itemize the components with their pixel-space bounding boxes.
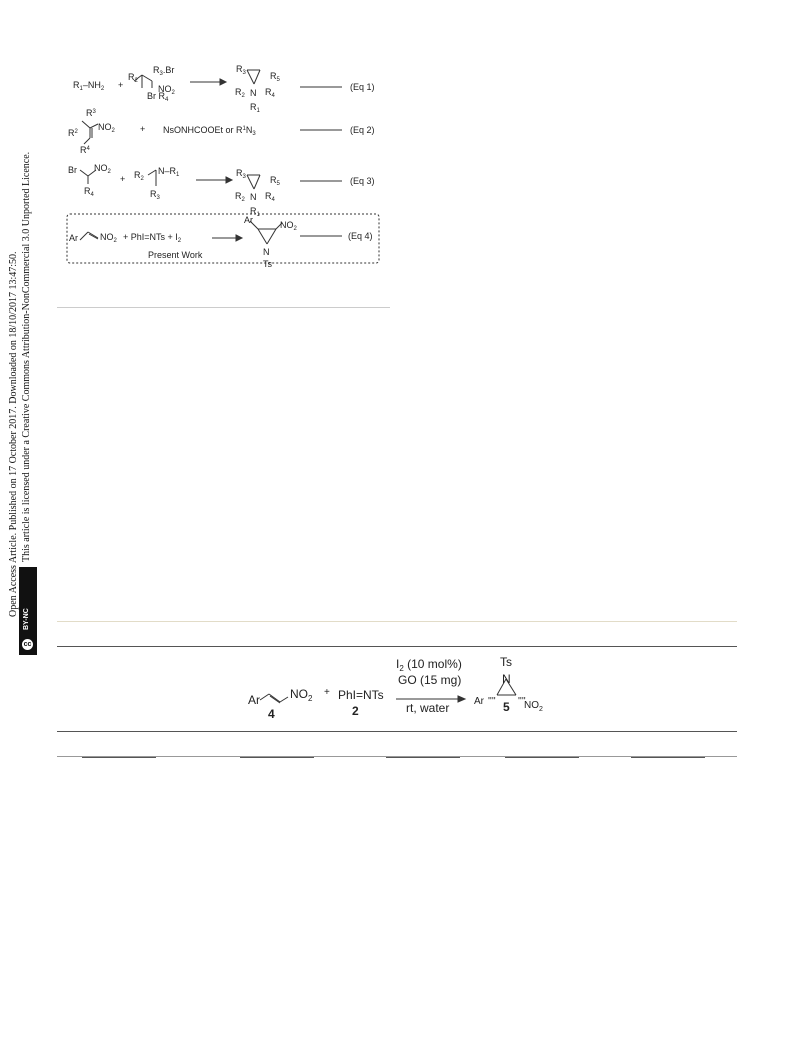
license-sidebar	[0, 0, 40, 1039]
reagent-2-text: PhI=NTs	[338, 688, 384, 702]
svg-text:NO2: $NO_2$	[290, 687, 313, 703]
svg-text:Ar: Ar	[244, 215, 253, 225]
svg-text:Ar: Ar	[474, 696, 484, 707]
svg-text:R5: $R_5$	[270, 175, 280, 187]
svg-text:N: N	[250, 88, 257, 98]
svg-text:N–R1: $N-R_1$	[158, 166, 180, 178]
svg-text:R4: $R_4$	[265, 87, 275, 99]
svg-text:R5: $R_5$	[270, 71, 280, 83]
svg-text:NO2: $NO_2$	[280, 220, 297, 232]
cc-license-badge[interactable]	[19, 567, 37, 655]
cc-logo-icon: cc	[21, 638, 34, 651]
column-rule-5	[631, 757, 705, 758]
svg-text:NO2: $NO_2$	[524, 700, 543, 713]
eq3-label: (Eq 3)	[350, 176, 375, 186]
present-work-label: Present Work	[148, 250, 203, 260]
conditions-text: rt, water	[406, 701, 450, 715]
compound-4-label: 4	[268, 707, 275, 721]
svg-text:R2: $R_2$	[235, 191, 245, 203]
column-rule-2	[240, 757, 314, 758]
open-access-line: Open Access Article. Published on 17 October 2017. Downloaded on 18/10/2017 13:47:50.	[8, 251, 19, 617]
table-divider-top	[57, 621, 737, 622]
eq4-reagent-text: PhI=NTs + I	[130, 232, 178, 242]
svg-text:R2: $R_2$	[128, 72, 138, 84]
n-label: N	[502, 672, 511, 686]
svg-text:R3: $R^3$	[86, 108, 96, 118]
eq1-label: (Eq 1)	[350, 82, 375, 92]
svg-text:I2 (10 mol%): $I_2$ (10 mol%)	[396, 657, 462, 673]
license-line: This article is licensed under a Creative Commons Attribution-NonCommercial 3.0 Unported Licence.	[21, 151, 32, 562]
compound-2-label: 2	[352, 704, 359, 718]
svg-text:Ts: Ts	[263, 259, 272, 269]
svg-text:R4: $R_4$	[265, 191, 275, 203]
svg-text:R4: $R^4$	[80, 145, 90, 155]
cc-badge-text: BY-NC	[23, 608, 30, 630]
svg-text:R2: $R_2$	[235, 87, 245, 99]
ar-label: Ar	[248, 693, 260, 707]
go-loading-text: GO (15 mg)	[398, 673, 462, 687]
svg-text:R1: $R_1$	[250, 102, 260, 114]
svg-text:R3: $R_3$	[150, 189, 160, 201]
svg-text:'''': ''''	[518, 696, 526, 707]
svg-text:+: +	[140, 124, 146, 134]
svg-text:N: N	[263, 247, 270, 257]
svg-text:R3: $R_3$	[236, 168, 246, 180]
svg-text:+: +	[118, 80, 124, 90]
svg-text:NO2: $NO_2$	[158, 84, 175, 96]
svg-text:Ar: Ar	[69, 233, 78, 243]
catalyst-text: I	[396, 657, 400, 671]
svg-text:R1: $R_1$	[250, 206, 260, 218]
svg-text:R2: $R_2$	[134, 170, 144, 182]
ts-label: Ts	[500, 655, 512, 669]
catalyst-loading-text: (10 mol%)	[403, 657, 462, 671]
svg-text:'''': ''''	[488, 696, 496, 707]
eq2-reagent-text: NsONHCOOEt or R	[163, 125, 243, 135]
svg-text:R3.Br: $R_3.Br$	[153, 65, 175, 77]
svg-text:NsONHCOOEt or R1N3: NsONHCOOEt or $R^1N_3$	[163, 125, 256, 137]
table-rule-2	[57, 731, 737, 732]
svg-text:R2: $R^2$	[68, 128, 78, 138]
reaction-equation	[240, 652, 560, 724]
svg-text:N: N	[250, 192, 257, 202]
svg-text:R3: $R_3$	[236, 64, 246, 76]
column-rule-1	[82, 757, 156, 758]
svg-text:R1–NH2: $R_1-NH_2$	[73, 80, 105, 92]
svg-text:R4: $R_4$	[84, 186, 94, 198]
svg-text:NO2: $NO_2$	[94, 163, 111, 175]
svg-text:+: +	[324, 687, 330, 698]
svg-text:NO2: $NO_2$	[100, 232, 117, 244]
svg-text:Br R4: Br $R_4$	[147, 91, 169, 103]
aziridination-scheme	[60, 58, 400, 273]
table-rule-1	[57, 646, 737, 647]
compound-5-label: 5	[503, 700, 510, 714]
svg-text:+: +	[120, 174, 126, 184]
column-rule-3	[386, 757, 460, 758]
svg-text:Br: Br	[68, 165, 77, 175]
eq2-label: (Eq 2)	[350, 125, 375, 135]
eq4-label: (Eq 4)	[348, 231, 373, 241]
svg-text:NO2: $NO_2$	[98, 122, 115, 134]
svg-text:+ PhI=NTs + I2: + $PhI=NTs + I_2$	[123, 232, 182, 244]
scheme-divider	[57, 307, 390, 308]
column-rule-4	[505, 757, 579, 758]
